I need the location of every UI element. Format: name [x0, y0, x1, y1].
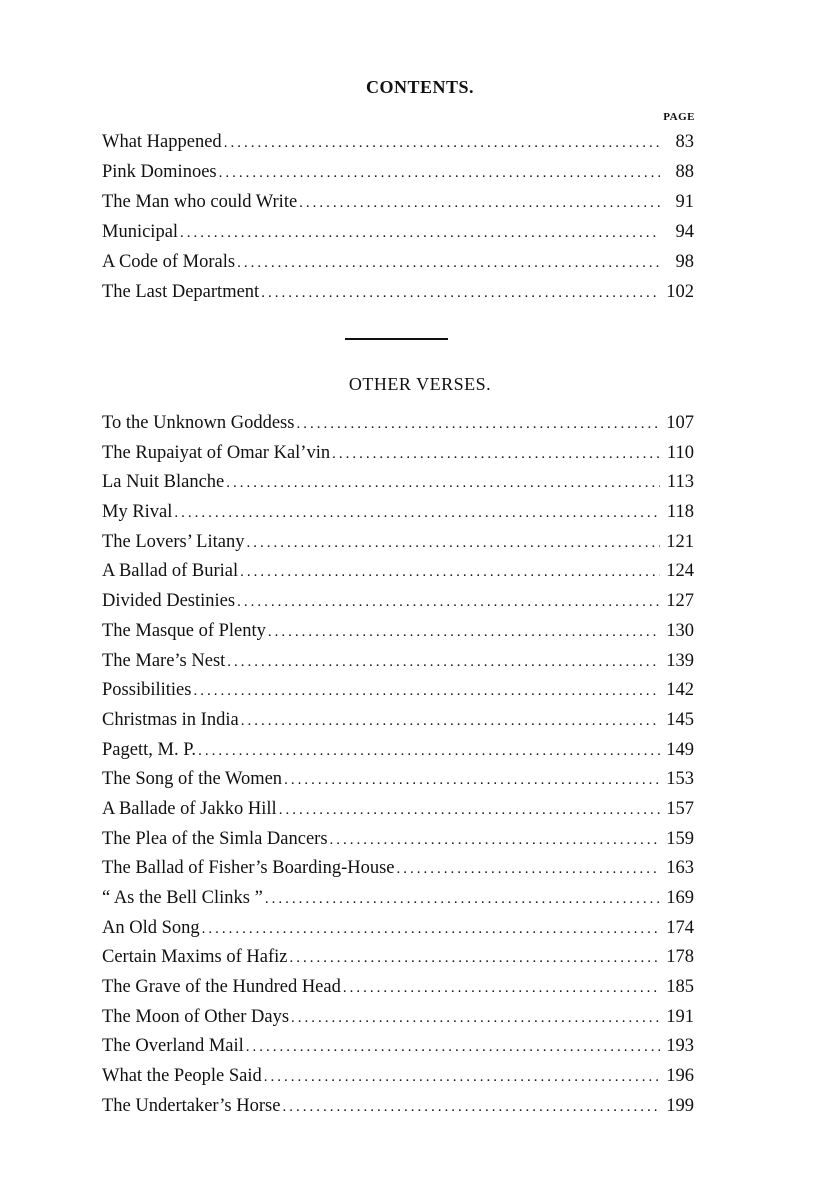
entry-title: Municipal	[102, 222, 179, 242]
entry-title: A Ballade of Jakko Hill	[102, 798, 277, 819]
dot-leader	[332, 440, 660, 470]
entry-title: La Nuit Blanche	[102, 472, 225, 493]
entry-page-number: 94	[675, 222, 694, 242]
toc-entry	[102, 439, 694, 469]
dot-leader	[180, 218, 660, 248]
entry-page-number: 127	[666, 591, 694, 612]
entry-page-number: 102	[666, 282, 694, 302]
toc-entry	[102, 914, 694, 944]
entry-title: The Overland Mail	[102, 1036, 244, 1057]
entry-page-number: 91	[675, 192, 694, 212]
entry-title: Certain Maxims of Hafiz	[102, 947, 288, 968]
toc-entry	[102, 528, 694, 558]
dot-leader	[219, 158, 660, 188]
entry-title: The Rupaiyat of Omar Kal’vin	[102, 442, 331, 463]
dot-leader	[265, 885, 660, 915]
entry-title: My Rival	[102, 502, 173, 523]
toc-entry	[102, 973, 694, 1003]
entry-page-number: 159	[666, 828, 694, 849]
dot-leader	[174, 499, 660, 529]
dot-leader	[237, 588, 660, 618]
entry-title: A Ballad of Burial	[102, 561, 239, 582]
dot-leader	[226, 469, 660, 499]
other-verses-list	[102, 409, 694, 1122]
dot-leader	[284, 766, 660, 796]
entry-title: What the People Said	[102, 1066, 262, 1087]
toc-entry	[102, 1003, 694, 1033]
toc-entry	[102, 1092, 694, 1122]
entry-page-number: 88	[675, 162, 694, 182]
entry-page-number: 191	[666, 1006, 694, 1027]
toc-entry	[102, 795, 694, 825]
dot-leader	[282, 1093, 660, 1123]
dot-leader	[397, 855, 660, 885]
entry-title: The Last Department	[102, 282, 260, 302]
dot-leader	[198, 737, 660, 767]
entry-page-number: 193	[666, 1036, 694, 1057]
toc-entry	[102, 736, 694, 766]
toc-entry	[102, 884, 694, 914]
entry-page-number: 142	[666, 680, 694, 701]
dot-leader	[330, 826, 660, 856]
toc-entry	[102, 676, 694, 706]
entry-title: The Mare’s Nest	[102, 650, 226, 671]
entry-title: A Code of Morals	[102, 252, 236, 272]
entry-page-number: 130	[666, 620, 694, 641]
dot-leader	[264, 1063, 660, 1093]
entry-title: Pagett, M. P.	[102, 739, 197, 760]
entry-page-number: 83	[675, 132, 694, 152]
entry-page-number: 139	[666, 650, 694, 671]
entry-title: The Plea of the Simla Dancers	[102, 828, 328, 849]
toc-entry	[102, 127, 694, 157]
dot-leader	[289, 944, 660, 974]
entry-title: Possibilities	[102, 680, 192, 701]
contents-heading: CONTENTS.	[365, 77, 475, 97]
entry-title: The Man who could Write	[102, 192, 298, 212]
entry-title: To the Unknown Goddess	[102, 413, 295, 433]
entry-page-number: 98	[675, 252, 694, 272]
entry-title: The Song of the Women	[102, 769, 283, 790]
entry-title: “ As the Bell Clinks ”	[102, 888, 263, 908]
entry-title: The Ballad of Fisher’s Boarding-House	[102, 858, 395, 879]
entry-page-number: 149	[666, 739, 694, 760]
toc-entry	[102, 247, 694, 277]
section-divider	[345, 338, 448, 340]
entry-page-number: 124	[666, 561, 694, 582]
entry-title: An Old Song	[102, 917, 200, 938]
dot-leader	[241, 707, 660, 737]
entry-page-number: 196	[666, 1066, 694, 1087]
toc-entry	[102, 617, 694, 647]
toc-entry	[102, 187, 694, 217]
entry-title: What Happened	[102, 132, 222, 152]
entry-title: The Moon of Other Days	[102, 1006, 290, 1027]
entry-page-number: 121	[666, 531, 694, 552]
toc-entry	[102, 854, 694, 884]
toc-entry	[102, 943, 694, 973]
entry-title: The Masque of Plenty	[102, 620, 266, 641]
entry-page-number: 145	[666, 709, 694, 730]
dot-leader	[237, 248, 660, 278]
entry-page-number: 199	[666, 1095, 694, 1116]
entry-page-number: 169	[666, 888, 694, 908]
dot-leader	[268, 618, 660, 648]
contents-list	[102, 127, 694, 307]
dot-leader	[246, 1033, 660, 1063]
entry-title: Pink Dominoes	[102, 162, 217, 182]
entry-page-number: 110	[666, 442, 694, 463]
toc-entry	[102, 157, 694, 187]
toc-entry	[102, 217, 694, 247]
dot-leader	[279, 796, 660, 826]
entry-title: The Lovers’ Litany	[102, 531, 245, 552]
dot-leader	[202, 915, 660, 945]
dot-leader	[246, 529, 660, 559]
toc-entry	[102, 587, 694, 617]
dot-leader	[240, 558, 660, 588]
other-verses-heading: OTHER VERSES.	[348, 374, 492, 394]
entry-page-number: 178	[666, 947, 694, 968]
entry-page-number: 153	[666, 769, 694, 790]
dot-leader	[193, 677, 660, 707]
dot-leader	[296, 410, 660, 440]
page-column-label: PAGE	[663, 111, 695, 123]
toc-entry	[102, 409, 694, 439]
entry-page-number: 174	[666, 917, 694, 938]
entry-page-number: 118	[666, 502, 694, 523]
entry-page-number: 107	[666, 413, 694, 433]
toc-entry	[102, 647, 694, 677]
entry-page-number: 163	[666, 858, 694, 879]
toc-entry	[102, 1062, 694, 1092]
toc-entry	[102, 557, 694, 587]
toc-entry	[102, 498, 694, 528]
dot-leader	[343, 974, 660, 1004]
toc-entry	[102, 825, 694, 855]
entry-page-number: 185	[666, 977, 694, 998]
toc-entry	[102, 468, 694, 498]
toc-entry	[102, 706, 694, 736]
dot-leader	[224, 128, 660, 158]
entry-title: The Grave of the Hundred Head	[102, 977, 341, 998]
dot-leader	[261, 278, 660, 308]
entry-page-number: 157	[666, 798, 694, 819]
dot-leader	[291, 1004, 660, 1034]
entry-title: Divided Destinies	[102, 591, 236, 612]
dot-leader	[227, 648, 660, 678]
toc-entry	[102, 277, 694, 307]
dot-leader	[299, 188, 660, 218]
toc-entry	[102, 765, 694, 795]
entry-title: The Undertaker’s Horse	[102, 1095, 281, 1116]
entry-page-number: 113	[666, 472, 694, 493]
toc-entry	[102, 1032, 694, 1062]
entry-title: Christmas in India	[102, 709, 239, 730]
